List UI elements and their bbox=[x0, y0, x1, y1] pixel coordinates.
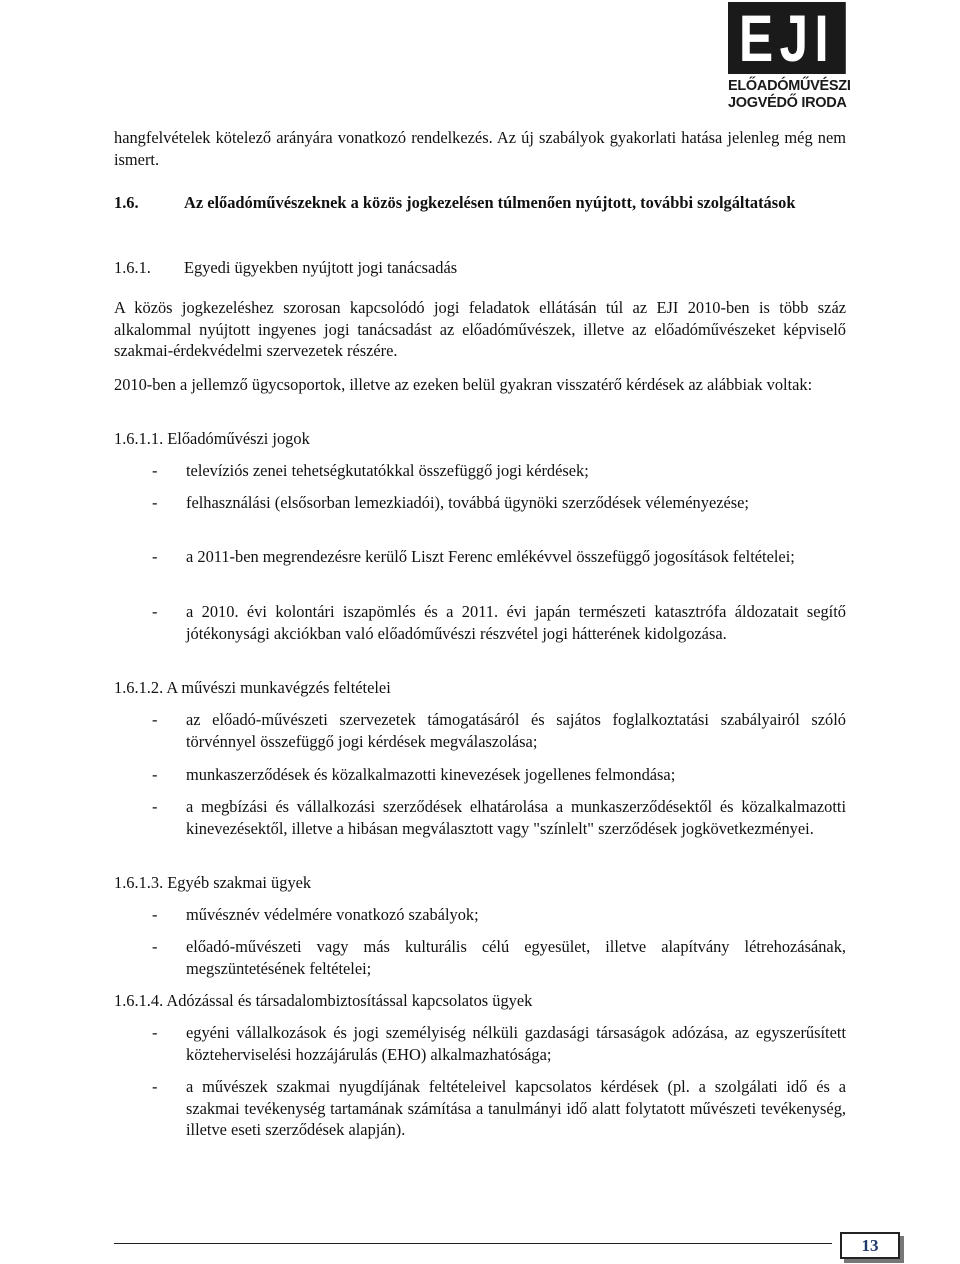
logo-line-2: JOGVÉDŐ IRODA bbox=[728, 95, 847, 111]
dash-bullet: - bbox=[152, 937, 158, 956]
dash-bullet: - bbox=[152, 710, 158, 729]
page-number: 13 bbox=[840, 1232, 900, 1259]
group-heading bbox=[114, 677, 391, 699]
dash-bullet: - bbox=[152, 1023, 158, 1042]
section-number: 1.6. bbox=[114, 193, 139, 212]
list-item: - az előadó-művészeti szervezetek támogatásáról és sajátos foglalkoztatási szabályairól szóló törvénnyel összefüggő jogi kérdések megválaszolása; bbox=[152, 710, 846, 751]
group-heading bbox=[114, 872, 311, 894]
group-heading bbox=[114, 428, 310, 450]
group-title: A művészi munkavégzés feltételei bbox=[166, 678, 391, 697]
list-item: - a művészek szakmai nyugdíjának feltételeivel kapcsolatos kérdések (pl. a szolgálati idő és a szakmai tevékenység tartamának számítása a tanulmányi idő alatt folytatott művészeti tevékenység, illetve eseti szerződések alapján). bbox=[152, 1077, 846, 1139]
logo-line-1: ELŐADÓMŰVÉSZI bbox=[728, 78, 851, 94]
dash-bullet: - bbox=[152, 797, 158, 816]
dash-bullet: - bbox=[152, 461, 158, 480]
group-number: 1.6.1.2. bbox=[114, 678, 164, 697]
group-title: Egyéb szakmai ügyek bbox=[167, 873, 312, 892]
dash-bullet: - bbox=[152, 765, 158, 784]
dash-bullet: - bbox=[152, 1077, 158, 1096]
group-title: Adózással és társadalombiztosítással kapcsolatos ügyek bbox=[166, 991, 533, 1010]
list-item: - felhasználási (elsősorban lemezkiadói), továbbá ügynöki szerződések véleményezése; bbox=[152, 493, 749, 512]
section-heading bbox=[114, 192, 846, 214]
list-item: - televíziós zenei tehetségkutatókkal összefüggő jogi kérdések; bbox=[152, 461, 589, 480]
section-title: Az előadóművészeknek a közös jogkezelésen túlmenően nyújtott, további szolgáltatások bbox=[184, 193, 796, 212]
paragraph-2: 2010-ben a jellemző ügycsoportok, illetve az ezeken belül gyakran visszatérő kérdések az alábbiak voltak: bbox=[114, 375, 813, 394]
logo-mark: EJI bbox=[728, 2, 846, 74]
group-number: 1.6.1.1. bbox=[114, 429, 164, 448]
list-item: - a 2011-ben megrendezésre kerülő Liszt Ferenc emlékévvel összefüggő jogosítások feltételei; bbox=[152, 547, 795, 566]
dash-bullet: - bbox=[152, 493, 158, 512]
subsection-number: 1.6.1. bbox=[114, 258, 151, 277]
group-title: Előadóművészi jogok bbox=[167, 429, 310, 448]
list-item: - előadó-művészeti vagy más kulturális célú egyesület, illetve alapítvány létrehozásának, megszüntetésének feltételei; bbox=[152, 937, 846, 978]
dash-bullet: - bbox=[152, 602, 158, 621]
list-item: - munkaszerződések és közalkalmazotti kinevezések jogellenes felmondása; bbox=[152, 765, 676, 784]
subsection-title: Egyedi ügyekben nyújtott jogi tanácsadás bbox=[184, 258, 458, 277]
dash-bullet: - bbox=[152, 547, 158, 566]
list-item: - egyéni vállalkozások és jogi személyiség nélküli gazdasági társaságok adózása, az egyszerűsített közteherviselési hozzájárulás (EHO) alkalmazhatósága; bbox=[152, 1023, 846, 1064]
list-item: - művésznév védelmére vonatkozó szabályok; bbox=[152, 905, 479, 924]
intro-paragraph: hangfelvételek kötelező arányára vonatkozó rendelkezés. Az új szabályok gyakorlati hatása jelenleg még nem ismert. bbox=[114, 128, 846, 169]
group-number: 1.6.1.4. bbox=[114, 991, 164, 1010]
eji-logo bbox=[728, 1, 851, 114]
group-number: 1.6.1.3. bbox=[114, 873, 164, 892]
dash-bullet: - bbox=[152, 905, 158, 924]
list-item: - a megbízási és vállalkozási szerződések elhatárolása a munkaszerződésektől és közalkalmazotti kinevezésektől, illetve a hibásan megválasztott vagy "színlelt" szerződések jogkövetkezményei. bbox=[152, 797, 846, 838]
footer-divider bbox=[114, 1243, 832, 1244]
group-heading bbox=[114, 990, 532, 1012]
paragraph-1: A közös jogkezeléshez szorosan kapcsolódó jogi feladatok ellátásán túl az EJI 2010-ben is több száz alkalommal nyújtott ingyenes jogi tanácsadást az előadóművészek, illetve az előadóművészeket képviselő szakmai-érdekvédelmi szervezetek részére. bbox=[114, 298, 846, 360]
list-item: - a 2010. évi kolontári iszapömlés és a 2011. évi japán természeti katasztrófa áldozatait segítő jótékonysági akciókban való előadóművészi részvétel jogi hátterének kidolgozása. bbox=[152, 602, 846, 643]
